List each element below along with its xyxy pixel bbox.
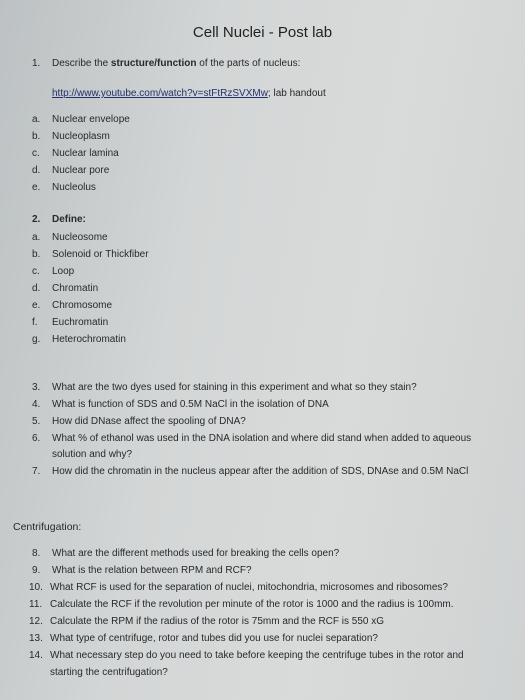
reference-suffix: ; lab handout [267, 88, 326, 99]
question-number: 2. [32, 214, 41, 225]
question-14-continued: starting the centrifugation? [50, 667, 168, 678]
page-title: Cell Nuclei - Post lab [192, 24, 333, 41]
question-6-continued: solution and why? [52, 449, 133, 460]
youtube-link[interactable]: http://www.youtube.com/watch?v=stFtRzSVXMw [52, 88, 268, 99]
question-number: 1. [32, 58, 41, 69]
section-heading: Centrifugation: [13, 521, 82, 533]
worksheet-page: Cell Nuclei - Post lab 1. Describe the structure/function of the parts of nucleus: http://www.youtube.com/watch?v=stFtRzSVXMw; lab handout a. Nuclear envelope b. Nucleoplasm c. Nuclear lamina d. Nuclear pore e. Nucleolus 2. Define: a. Nucleosome b. Solenoid or Thickfiber c. Loop d. Chromatin e. Chromosome f. Euchromatin g. Heterochromatin 3. What are the two dyes used for staining in this experiment and what so they stain? 4. What is function of SDS and 0.5M NaCl in the isolation of DNA 5. How did DNase affect the spooling of DNA? 6. What % of ethanol was used in the DNA isolation and where did stand when added to aqueous solution and why? 7. How did the chromatin in the nucleus appear after the addition of SDS, DNAse and 0.5M NaCl Centrifugation: 8. What are the different methods used for breaking the cells open? 9. What is the relation between RPM and RCF? 10. What RCF is used for the separation of nuclei, mitochondria, microsomes and ribosomes? 11. Calculate the RCF if the revolution per minute of the rotor is 1000 and the radius is 100mm. 12. Calculate the RPM if the radius of the rotor is 75mm and the RCF is 550 xG 13. What type of centrifuge, rotor and tubes did you use for nuclei separation? 14. What necessary step do you need to take before keeping the centrifuge tubes in the rotor and starting the centrifugation? [0, 0, 525, 700]
question-text: Define: [52, 214, 86, 225]
reference-line [52, 88, 326, 100]
question-text: Describe the structure/function of the parts of nucleus: [52, 58, 301, 69]
